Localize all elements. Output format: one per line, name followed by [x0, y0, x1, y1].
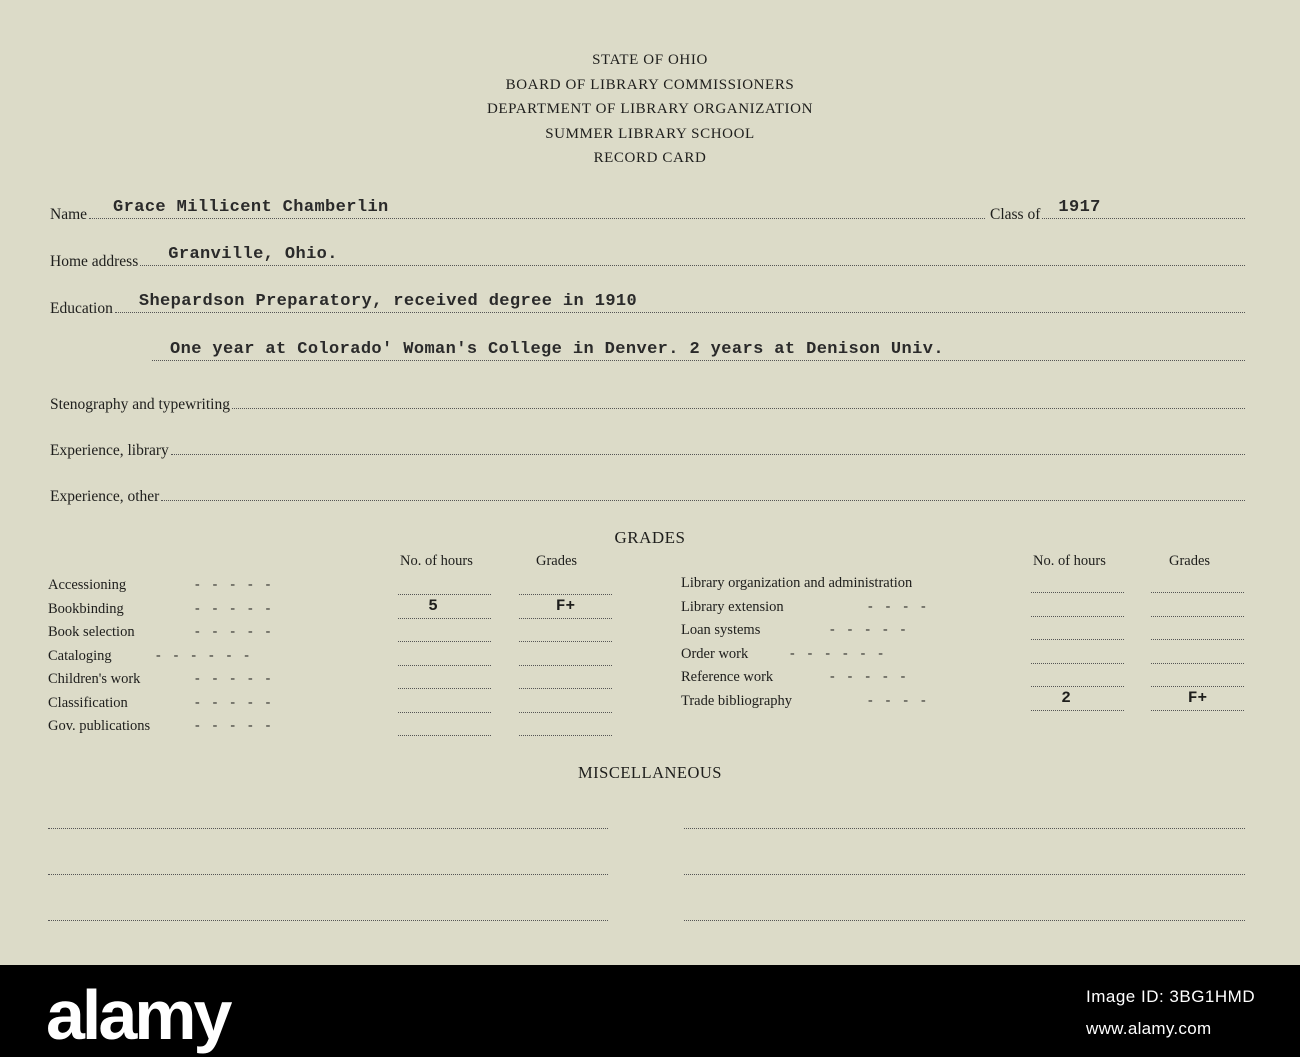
- grade-blank: [1151, 686, 1244, 687]
- grade-subject: Library extension: [681, 598, 784, 615]
- misc-line: [684, 828, 1245, 829]
- class-label: Class of: [990, 206, 1041, 223]
- grade-blank: [1151, 639, 1244, 640]
- right-grades-header: Grades: [1169, 553, 1211, 569]
- grade-blank: [519, 594, 612, 595]
- grade-blank: [1151, 663, 1244, 664]
- hours-blank: [398, 735, 491, 736]
- grade-value: F+: [1187, 688, 1208, 707]
- grade-blank: [1151, 616, 1244, 617]
- class-value: 1917: [1058, 198, 1101, 217]
- education-value: Shepardson Preparatory, received degree in 1910: [138, 292, 638, 311]
- experience-library-label: Experience, library: [50, 442, 169, 459]
- name-field: [50, 198, 985, 224]
- hours-blank: [1031, 592, 1124, 593]
- site-url-text: www.alamy.com: [1086, 1019, 1212, 1038]
- home-address-label: Home address: [50, 253, 139, 270]
- header-line-record-card: RECORD CARD: [593, 150, 707, 166]
- class-field: [990, 198, 1245, 224]
- grade-subject: Trade bibliography: [681, 692, 793, 709]
- grade-subject: Reference work: [681, 669, 774, 685]
- grade-subject: Order work: [681, 645, 749, 662]
- education-value-continued: One year at Colorado' Woman's College in Denver. 2 years at Denison Univ.: [170, 340, 944, 359]
- name-label: Name: [50, 206, 88, 223]
- leader-dashes: -----: [195, 577, 284, 592]
- grade-value: F+: [555, 596, 576, 615]
- hours-blank: [398, 712, 491, 713]
- leader-dashes: -----: [195, 718, 284, 733]
- grade-subject: Library organization and administration: [681, 575, 913, 591]
- grade-subject: Gov. publications: [48, 718, 151, 734]
- leader-dashes: -----: [195, 600, 284, 616]
- grade-blank: [519, 712, 612, 713]
- leader-dashes: -----: [830, 669, 919, 684]
- grade-subject: Bookbinding: [48, 600, 124, 617]
- grade-subject: Book selection: [48, 624, 135, 640]
- grade-subject: Children's work: [48, 671, 141, 687]
- misc-line: [684, 920, 1245, 921]
- hours-blank: [398, 688, 491, 689]
- header-line-state: STATE OF OHIO: [592, 52, 708, 68]
- stock-banner: [0, 965, 1300, 1057]
- hours-value: 5: [428, 596, 438, 615]
- hours-blank: [1031, 616, 1124, 617]
- experience-other-label: Experience, other: [50, 488, 160, 505]
- left-hours-header: No. of hours: [400, 553, 473, 569]
- left-grades-header: Grades: [536, 553, 578, 569]
- leader-dashes: ------: [156, 647, 262, 663]
- hours-blank: [1031, 686, 1124, 687]
- grade-blank: [519, 641, 612, 642]
- header-line-board: BOARD OF LIBRARY COMMISSIONERS: [505, 76, 795, 93]
- home-address-value: Granville, Ohio.: [168, 245, 338, 264]
- hours-blank: [398, 618, 491, 619]
- grade-blank: [519, 665, 612, 666]
- hours-blank: [398, 594, 491, 595]
- leader-dashes: -----: [830, 622, 919, 637]
- experience-other-field: [50, 480, 1245, 506]
- hours-blank: [398, 641, 491, 642]
- hours-blank: [1031, 639, 1124, 640]
- name-value: Grace Millicent Chamberlin: [113, 198, 389, 217]
- leader-dashes: -----: [195, 694, 284, 710]
- grade-subject: Cataloging: [48, 647, 112, 664]
- leader-dashes: ----: [868, 692, 939, 708]
- misc-line: [48, 920, 608, 921]
- miscellaneous-title: MISCELLANEOUS: [577, 763, 722, 782]
- hours-blank: [1031, 663, 1124, 664]
- leader-dashes: ----: [868, 598, 939, 614]
- leader-dashes: ------: [790, 645, 896, 661]
- stenography-field: [50, 388, 1245, 414]
- hours-value: 2: [1061, 688, 1071, 707]
- grade-subject: Classification: [48, 694, 128, 711]
- misc-line: [48, 828, 608, 829]
- leader-dashes: -----: [195, 624, 284, 639]
- leader-dashes: -----: [195, 671, 284, 686]
- grade-subject: Accessioning: [48, 577, 127, 593]
- header-line-school: SUMMER LIBRARY SCHOOL: [545, 125, 755, 142]
- right-hours-header: No. of hours: [1033, 553, 1106, 569]
- experience-library-field: [50, 434, 1245, 460]
- grades-title: GRADES: [614, 528, 686, 547]
- image-id-text: Image ID: 3BG1HMD: [1086, 987, 1256, 1006]
- grade-blank: [519, 618, 612, 619]
- home-address-field: [50, 245, 1245, 271]
- education-field: [50, 292, 1245, 318]
- header-line-department: DEPARTMENT OF LIBRARY ORGANIZATION: [486, 101, 814, 117]
- hours-blank: [1031, 710, 1124, 711]
- grade-subject: Loan systems: [681, 622, 761, 638]
- grade-blank: [1151, 592, 1244, 593]
- card-header: [0, 48, 1300, 171]
- grade-blank: [519, 735, 612, 736]
- misc-line: [48, 874, 608, 875]
- hours-blank: [398, 665, 491, 666]
- education-field-continued: [150, 340, 1245, 366]
- misc-line: [684, 874, 1245, 875]
- grade-blank: [519, 688, 612, 689]
- education-label: Education: [50, 300, 113, 317]
- stenography-label: Stenography and typewriting: [50, 396, 230, 413]
- grade-blank: [1151, 710, 1244, 711]
- alamy-logo: alamy: [46, 976, 230, 1054]
